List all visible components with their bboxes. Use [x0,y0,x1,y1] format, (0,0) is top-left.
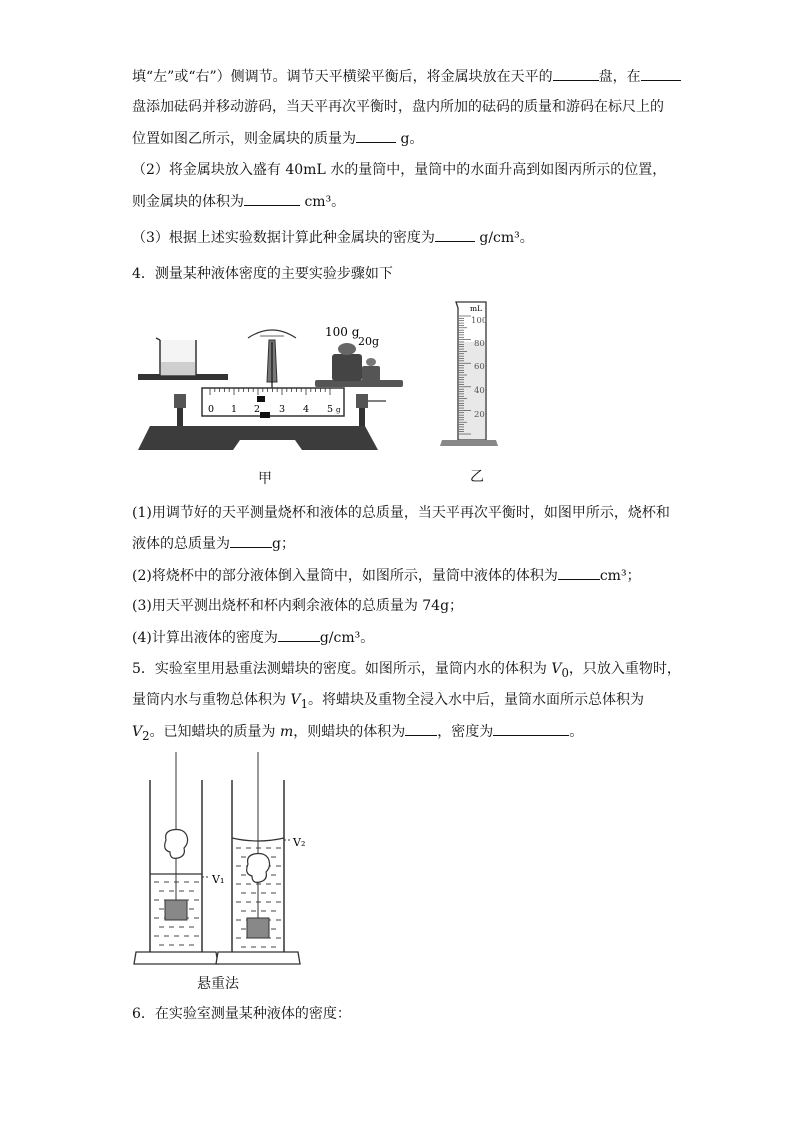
cyl-label-60: 60 [474,362,485,372]
var-v2: V [132,724,143,740]
var-v1-sub: 1 [300,696,308,711]
answer-blank[interactable] [641,66,681,81]
q5-text-2b: 。将蜡块及重物全浸入水中后，量筒水面所示总体积为 [308,692,644,708]
q4-step-2 [132,565,641,586]
q4-text-4a: (4)计算出液体的密度为 [132,630,278,646]
q4-step-4 [132,627,374,648]
suspension-caption: 悬重法 [197,976,239,992]
fig-jia-caption: 甲 [258,471,272,487]
pointer-scale [248,330,296,338]
weight-100g [332,354,362,381]
ruler-label-4: 4 [303,404,310,415]
cylinder-figure [440,298,500,450]
balance-figure [130,300,415,460]
q6-title: 6．在实验室测量某种液体的密度： [132,1006,351,1022]
q3-text-5a: 则金属块的体积为 [132,194,244,210]
cylinder-unit: mL [470,304,483,313]
q5-text-3d: 。 [569,724,584,740]
ruler [202,388,344,416]
q3-line-4: （2）将金属块放入盛有 40mL 水的量筒中，量筒中的水面升高到如图丙所示的位置， [132,162,667,178]
right-pan [315,380,403,387]
q4-step-1a: (1)用调节好的天平测量烧杯和液体的总质量，当天平再次平衡时，如图甲所示，烧杯和 [132,505,670,521]
q5-text-3c: ，密度为 [437,724,494,740]
cyl-label-80: 80 [474,339,485,349]
answer-blank[interactable] [278,627,320,642]
answer-blank[interactable] [244,191,300,206]
q3-line-3 [132,128,423,149]
q5-line-1 [132,659,681,683]
answer-blank[interactable] [553,66,599,81]
cyl-label-20: 20 [474,410,485,420]
answer-blank[interactable] [230,533,272,548]
q4-text-1c: g； [272,536,295,552]
beaker-liquid [161,362,195,375]
q5-line-3 [132,721,583,746]
var-m: m [280,724,294,740]
q3-text-5b: cm³。 [300,194,346,210]
q3-line-2: 盘添加砝码并移动游码，当天平再次平衡时，盘内所加的砝码的质量和游码在标尺上的 [132,99,664,115]
q3-text-6b: g/cm³。 [474,230,534,246]
var-v0: V [551,661,562,677]
q4-text-2b: cm³； [599,568,641,584]
q4-text-2a: (2)将烧杯中的部分液体倒入量筒中，如图所示，量筒中液体的体积为 [132,568,558,584]
balance-base [138,426,378,450]
q3-line-1 [132,66,681,87]
var-v1: V [290,692,301,708]
q5-text-2a: 量筒内水与重物总体积为 [132,692,291,708]
q5-text-1b: ，只放入重物时， [568,661,681,677]
ruler-unit: g [336,406,341,414]
q5-text-3b: ，则蜡块的体积为 [293,724,406,740]
q3-text-6a: （3）根据上述实验数据计算此种金属块的密度为 [132,230,435,246]
v2-label: V₂ [293,836,306,849]
q4-title: 4．测量某种液体密度的主要实验步骤如下 [132,266,393,282]
right-screw [356,394,368,408]
q3-text-1b: 盘，在 [598,69,641,85]
weight-1 [165,900,187,920]
cyl-label-100: 100 [471,316,488,326]
q3-text-1a: 填“左”或“右”）侧调节。调节天平横梁平衡后，将金属块放在天平的 [132,69,553,85]
q4-text-4b: g/cm³。 [319,630,375,646]
v1-label: V₁ [212,873,225,886]
left-screw [174,394,186,408]
weight-2 [247,918,269,938]
q4-step-3: (3)用天平测出烧杯和杯内剩余液体的总质量为 74g； [132,598,464,614]
answer-blank[interactable] [405,721,437,736]
q3-line-5 [132,191,345,212]
suspension-figure [130,752,315,972]
q5-line-2 [132,690,644,714]
q3-text-3b: g。 [396,131,424,147]
ruler-label-3: 3 [279,404,286,415]
var-v0-sub: 0 [561,665,569,680]
q4-step-1b [132,533,295,554]
weight-20g-label: 20g [358,335,380,348]
q5-text-3a: 。已知蜡块的质量为 [149,724,280,740]
answer-blank[interactable] [558,565,600,580]
weight-20g [362,366,380,381]
answer-blank[interactable] [493,721,569,736]
q3-line-6 [132,227,534,248]
ruler-label-0: 0 [208,404,215,415]
q5-text-1a: 5．实验室里用悬重法测蜡块的密度。如图所示，量筒内水的体积为 [132,661,552,677]
ruler-label-5: 5 [327,404,334,415]
fig-yi-caption: 乙 [470,469,484,485]
q4-text-1b: 液体的总质量为 [132,536,230,552]
answer-blank[interactable] [356,128,396,143]
var-v2-sub: 2 [142,728,150,743]
q3-text-3a: 位置如图乙所示，则金属块的质量为 [132,131,356,147]
cylinder-base [440,440,498,446]
ruler-label-1: 1 [231,404,238,415]
weight-100g-label: 100 g [325,325,360,339]
ruler-label-2: 2 [254,404,261,415]
cyl-label-40: 40 [474,386,485,396]
answer-blank[interactable] [435,227,475,242]
rider [257,396,265,402]
